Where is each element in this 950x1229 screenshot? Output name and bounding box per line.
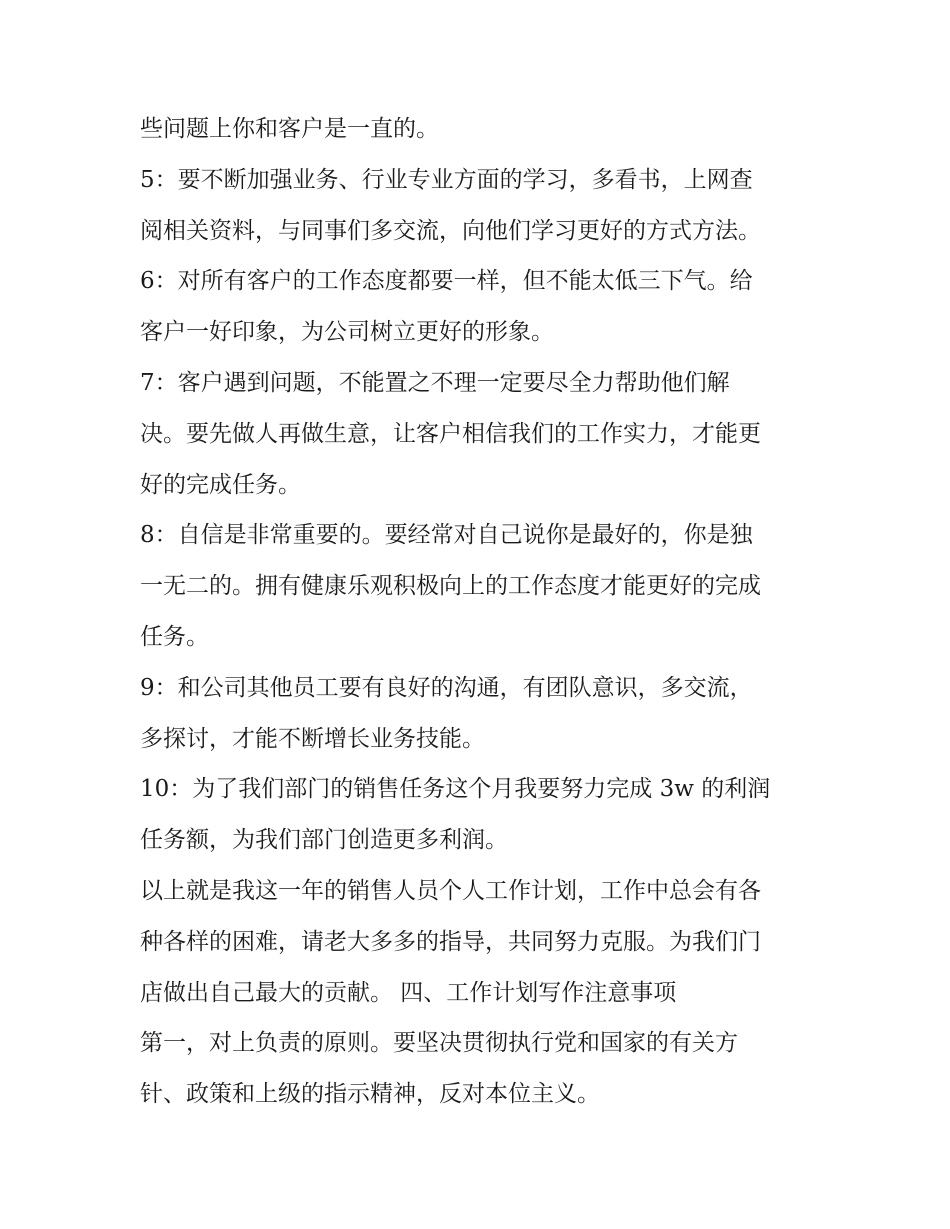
document-body bbox=[140, 104, 830, 1120]
text-line: 任务额，为我们部门创造更多利润。 bbox=[140, 827, 508, 854]
text-line: 8：自信是非常重要的。要经常对自己说你是最好的，你是独 bbox=[140, 522, 753, 549]
text-line: 种各样的困难，请老大多多的指导，共同努力克服。为我们门 bbox=[140, 928, 761, 955]
text-line: 决。要先做人再做生意，让客户相信我们的工作实力，才能更 bbox=[140, 420, 761, 447]
text-line: 些问题上你和客户是一直的。 bbox=[140, 116, 439, 142]
text-line: 阅相关资料，与同事们多交流，向他们学习更好的方式方法。 bbox=[140, 217, 761, 244]
text-line: 好的完成任务。 bbox=[140, 471, 301, 498]
text-line: 7：客户遇到问题，不能置之不理一定要尽全力帮助他们解 bbox=[140, 369, 730, 396]
text-line: 以上就是我这一年的销售人员个人工作计划，工作中总会有各 bbox=[140, 877, 761, 904]
text-line: 多探讨，才能不断增长业务技能。 bbox=[140, 725, 485, 752]
text-line: 6：对所有客户的工作态度都要一样，但不能太低三下气。给 bbox=[140, 268, 753, 295]
text-line: 店做出自己最大的贡献。 四、工作计划写作注意事项 bbox=[140, 979, 677, 1006]
text-line: 任务。 bbox=[140, 623, 209, 650]
text-line: 9：和公司其他员工要有良好的沟通，有团队意识，多交流， bbox=[140, 674, 753, 701]
text-line: 5：要不断加强业务、行业专业方面的学习，多看书，上网查 bbox=[140, 166, 753, 193]
text-line: 一无二的。拥有健康乐观积极向上的工作态度才能更好的完成 bbox=[140, 573, 761, 600]
text-line: 10：为了我们部门的销售任务这个月我要努力完成 3w 的利润 bbox=[140, 776, 771, 803]
text-line: 第一，对上负责的原则。要坚决贯彻执行党和国家的有关方 bbox=[140, 1030, 738, 1057]
text-line: 客户一好印象，为公司树立更好的形象。 bbox=[140, 319, 554, 346]
text-line: 针、政策和上级的指示精神，反对本位主义。 bbox=[140, 1081, 600, 1108]
